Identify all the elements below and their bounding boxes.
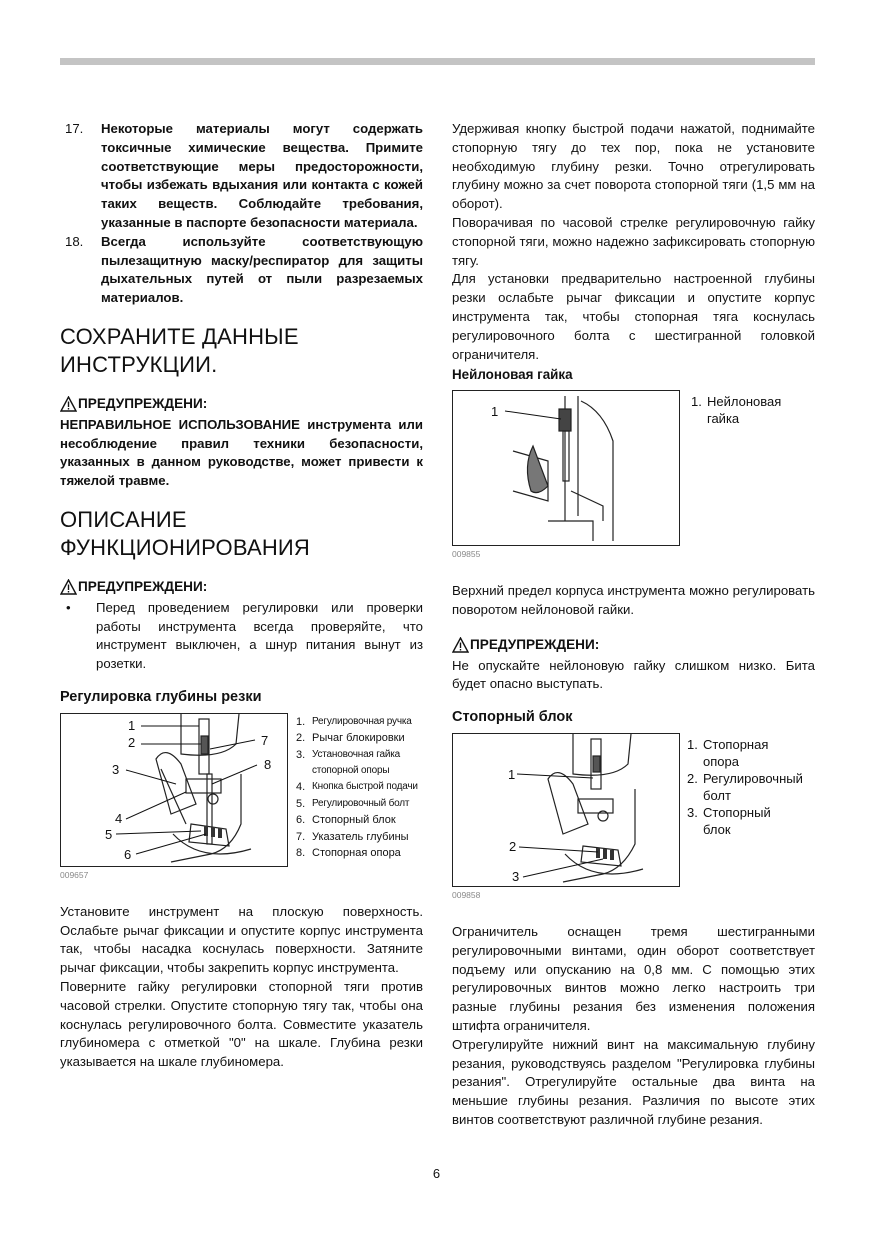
warning-triangle-icon [452, 637, 469, 653]
callout-label: 3 [512, 868, 520, 884]
callout-label: 2 [509, 838, 517, 854]
legend-item: болт [703, 787, 731, 803]
legend-item: 8. Стопорная опора [296, 846, 401, 859]
callout-label: 3 [112, 761, 120, 777]
heading-save-instructions: СОХРАНИТЕ ДАННЫЕ ИНСТРУКЦИИ. [60, 323, 299, 377]
figure-frame [60, 713, 288, 867]
legend-item: 2. Рычаг блокировки [296, 732, 405, 745]
warning-title: ПРЕДУПРЕЖДЕНИ: [60, 395, 423, 414]
item-number: 18. [65, 233, 84, 249]
warning-title: ПРЕДУПРЕЖДЕНИ: [60, 578, 423, 597]
paragraph: Верхний предел корпуса инструмента можно регулировать поворотом нейлоновой гайки. [452, 583, 815, 617]
legend-item: 1. Регулировочная ручка [296, 715, 412, 728]
callout-label: 1 [128, 717, 136, 733]
router-illustration [453, 391, 680, 546]
legend-item: блок [703, 821, 731, 837]
callout-label: 4 [115, 810, 123, 826]
legend-item: 5. Регулировочный болт [296, 797, 410, 810]
legend-item: 1. Стопорная [687, 736, 769, 752]
callout-label: 7 [261, 732, 269, 748]
legend-item: 7. Указатель глубины [296, 830, 409, 843]
figure-code: 009858 [452, 889, 481, 900]
figure-frame [452, 733, 680, 887]
figure-code: 009855 [452, 549, 481, 560]
section-heading-nylon-nut: Нейлоновая гайка [452, 367, 573, 383]
legend-item: 4. Кнопка быстрой подачи [296, 781, 418, 794]
figure-legend [691, 393, 813, 427]
router-illustration [61, 714, 288, 867]
section-heading-stop-block: Стопорный блок [452, 709, 573, 726]
callout-label: 1 [508, 766, 516, 782]
figure-legend [296, 714, 423, 862]
paragraph: Установите инструмент на плоскую поверхность. Ослабьте рычаг фиксации и опустите корпус инструмента так, чтобы насадка коснулась поверхности. Затяните рычаг фиксации, чтобы закрепить корпус инструмента. [60, 903, 423, 976]
warning-text: НЕПРАВИЛЬНОЕ ИСПОЛЬЗОВАНИЕ инструмента или несоблюдение правил техники безопасности, указанных в данном руководстве, может привести к тяжелой травме. [60, 416, 423, 489]
callout-label: 6 [124, 846, 132, 862]
warning-text: Не опускайте нейлоновую гайку слишком низко. Бита будет опасно выступать. [452, 657, 815, 692]
figure-nylon-nut [452, 390, 815, 560]
list-item [60, 120, 423, 233]
legend-item: 3. Установочная гайка [296, 748, 400, 761]
callout-label: 2 [128, 734, 136, 750]
paragraph: Отрегулируйте нижний винт на максимальную глубину резания, руководствуясь разделом "Регулировка глубины резания". Отрегулируйте остальные два винта на меньшие глубины резания. Различия по высоте этих винтов соответствуют различной глубине резания. [452, 1036, 815, 1127]
legend-item: опора [703, 753, 739, 769]
warning-title: ПРЕДУПРЕЖДЕНИ: [452, 636, 815, 655]
right-column [452, 120, 815, 1130]
warning-triangle-icon [60, 579, 77, 595]
left-column [60, 120, 423, 1072]
warning-bullet: • Перед проведением регулировки или проверки работы инструмента всегда проверяйте, что инструмент выключен, а шнур питания вынут из розетки. [66, 599, 423, 672]
section-heading-depth: Регулировка глубины резки [60, 688, 262, 705]
callout-label: 5 [105, 826, 113, 842]
paragraph: Поворачивая по часовой стрелке регулировочную гайку стопорной тяги, можно надежно зафиксировать стопорную тягу. [452, 214, 815, 268]
legend-item: стопорной опоры [312, 764, 390, 776]
callout-label: 8 [264, 756, 272, 772]
figure-code: 009657 [60, 869, 89, 880]
figure-depth-adjustment [60, 713, 423, 881]
router-illustration [453, 734, 680, 887]
legend-item: 3. Стопорный [687, 804, 771, 820]
top-rule [60, 58, 815, 65]
legend-item: 2. Регулировочный [687, 770, 803, 786]
legend-item: гайка [707, 411, 740, 427]
item-number: 17. [65, 121, 84, 136]
figure-stop-block [452, 733, 815, 901]
item-text: Некоторые материалы могут содержать токсичные химические вещества. Примите соответствующие меры предосторожности, чтобы избежать вдыхания или контакта с кожей таких веществ. Соблюдайте требования, указанные в паспорте безопасности материала. [101, 121, 423, 230]
warning-triangle-icon [60, 396, 77, 412]
figure-frame [452, 390, 680, 546]
callout-label: 1 [491, 404, 499, 420]
item-text: Всегда используйте соответствующую пылезащитную маску/респиратор для защиты дыхательных путей от пыли разрезаемых материалов. [101, 233, 423, 306]
paragraph: Удерживая кнопку быстрой подачи нажатой, поднимайте стопорную тягу до тех пор, пока не установите необходимую глубину резки. Точно отрегулировать глубину можно за счет поворота стопорной тяги (1,5 мм на оборот). [452, 121, 815, 212]
legend-item: 1. Нейлоновая [691, 394, 782, 410]
heading-description: ОПИСАНИЕ ФУНКЦИОНИРОВАНИЯ [60, 506, 311, 560]
legend-item: 6. Стопорный блок [296, 814, 396, 827]
page-number: 6 [432, 1166, 441, 1181]
list-item [60, 233, 423, 308]
paragraph: Для установки предварительно настроенной глубины резки ослабьте рычаг фиксации и опустите корпус инструмента так, чтобы стопорная тяга коснулась регулировочного болта с шестигранной головкой ограничителя. [452, 271, 815, 362]
paragraph: Ограничитель оснащен тремя шестигранными регулировочными винтами, один оборот соответствует подъему или опусканию на 0,8 мм. С помощью этих регулировочных винтов можно легко настроить три разные глубины резания без изменения положения штифта ограничителя. [452, 923, 815, 1033]
figure-legend [687, 736, 815, 838]
paragraph: Поверните гайку регулировки стопорной тяги против часовой стрелки. Опустите стопорную тягу так, чтобы она коснулась регулировочного болта. Совместите указатель глубиномера с отметкой "0" на шкале. Глубина резки указывается на шкале глубиномера. [60, 978, 423, 1070]
